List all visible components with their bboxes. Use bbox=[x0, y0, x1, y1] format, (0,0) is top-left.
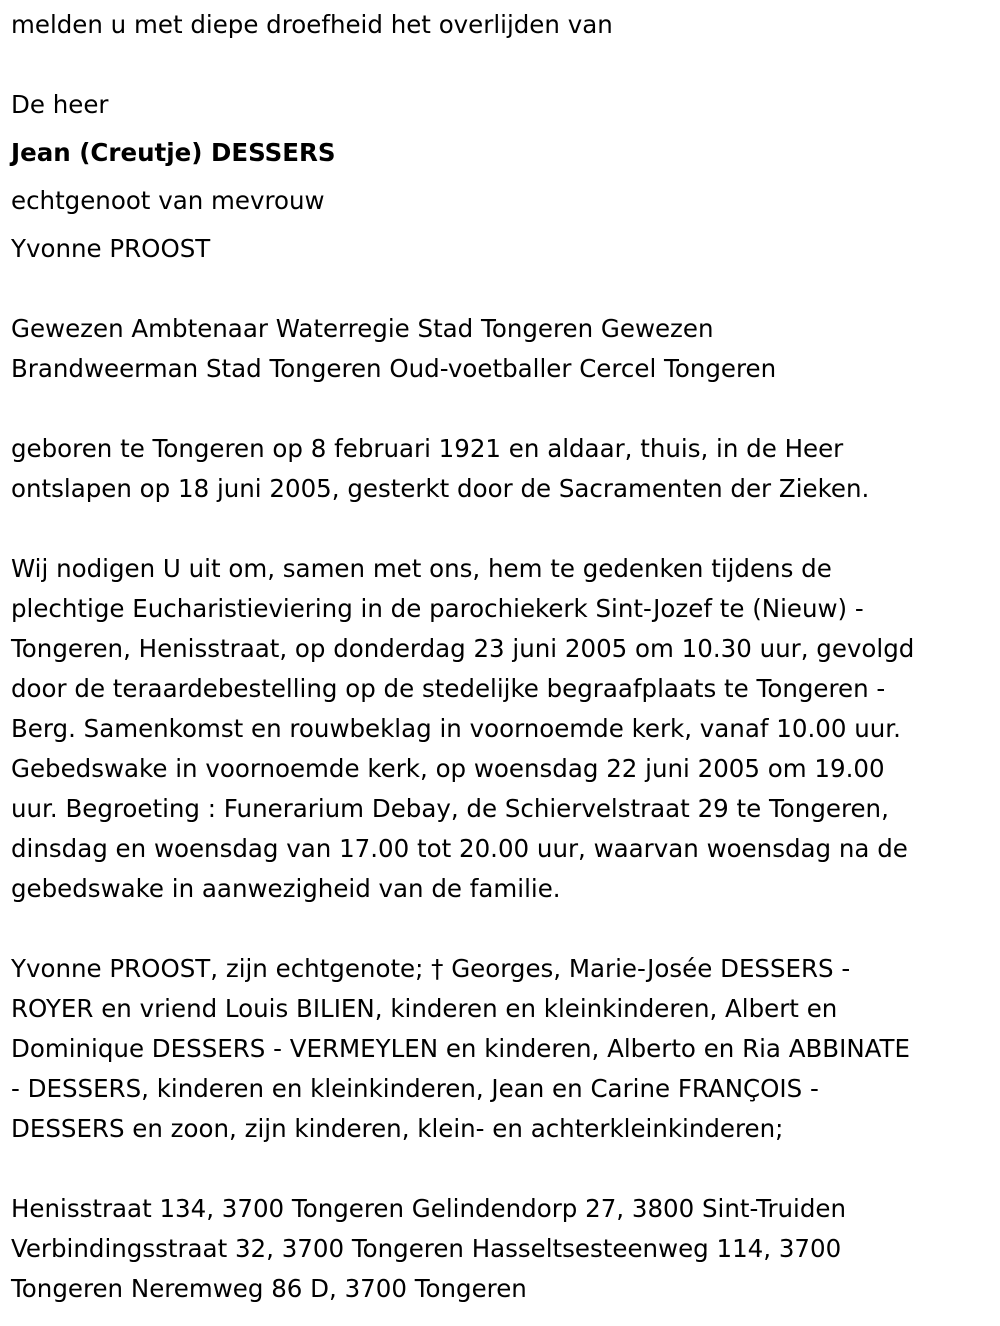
family-line: Dominique DESSERS - VERMEYLEN en kinderen, Alberto en Ria ABBINATE bbox=[11, 1034, 910, 1063]
ceremony-line: gebedswake in aanwezigheid van de familie. bbox=[11, 874, 561, 903]
birth-death-line: geboren te Tongeren op 8 februari 1921 en aldaar, thuis, in de Heer bbox=[11, 434, 844, 463]
ceremony-line: Berg. Samenkomst en rouwbeklag in voornoemde kerk, vanaf 10.00 uur. bbox=[11, 714, 901, 743]
career-line: Brandweerman Stad Tongeren Oud-voetballer Cercel Tongeren bbox=[11, 354, 777, 383]
ceremony-line: plechtige Eucharistieviering in de parochiekerk Sint-Jozef te (Nieuw) - bbox=[11, 594, 864, 623]
spouse-name: Yvonne PROOST bbox=[11, 234, 211, 263]
ceremony-line: Tongeren, Henisstraat, op donderdag 23 juni 2005 om 10.30 uur, gevolgd bbox=[11, 634, 915, 663]
ceremony-line: Wij nodigen U uit om, samen met ons, hem te gedenken tijdens de bbox=[11, 554, 832, 583]
intro-text: melden u met diepe droefheid het overlijden van bbox=[11, 10, 613, 39]
address-line: Henisstraat 134, 3700 Tongeren Gelindendorp 27, 3800 Sint-Truiden bbox=[11, 1194, 847, 1223]
family-line: ROYER en vriend Louis BILIEN, kinderen en kleinkinderen, Albert en bbox=[11, 994, 838, 1023]
ceremony-line: dinsdag en woensdag van 17.00 tot 20.00 uur, waarvan woensdag na de bbox=[11, 834, 908, 863]
family-line: - DESSERS, kinderen en kleinkinderen, Jean en Carine FRANÇOIS - bbox=[11, 1074, 819, 1103]
career-line: Gewezen Ambtenaar Waterregie Stad Tongeren Gewezen bbox=[11, 314, 714, 343]
family-line: DESSERS en zoon, zijn kinderen, klein- en achterkleinkinderen; bbox=[11, 1114, 784, 1143]
ceremony-line: door de teraardebestelling op de stedelijke begraafplaats te Tongeren - bbox=[11, 674, 886, 703]
deceased-name: Jean (Creutje) DESSERS bbox=[11, 138, 336, 167]
family-line: Yvonne PROOST, zijn echtgenote; † Georges, Marie-Josée DESSERS - bbox=[11, 954, 851, 983]
address-line: Verbindingsstraat 32, 3700 Tongeren Hasseltsesteenweg 114, 3700 bbox=[11, 1234, 842, 1263]
ceremony-line: uur. Begroeting : Funerarium Debay, de Schiervelstraat 29 te Tongeren, bbox=[11, 794, 889, 823]
spouse-label: echtgenoot van mevrouw bbox=[11, 186, 325, 215]
salutation: De heer bbox=[11, 90, 109, 119]
ceremony-line: Gebedswake in voornoemde kerk, op woensdag 22 juni 2005 om 19.00 bbox=[11, 754, 885, 783]
address-line: Tongeren Neremweg 86 D, 3700 Tongeren bbox=[11, 1274, 527, 1303]
birth-death-line: ontslapen op 18 juni 2005, gesterkt door de Sacramenten der Zieken. bbox=[11, 474, 870, 503]
